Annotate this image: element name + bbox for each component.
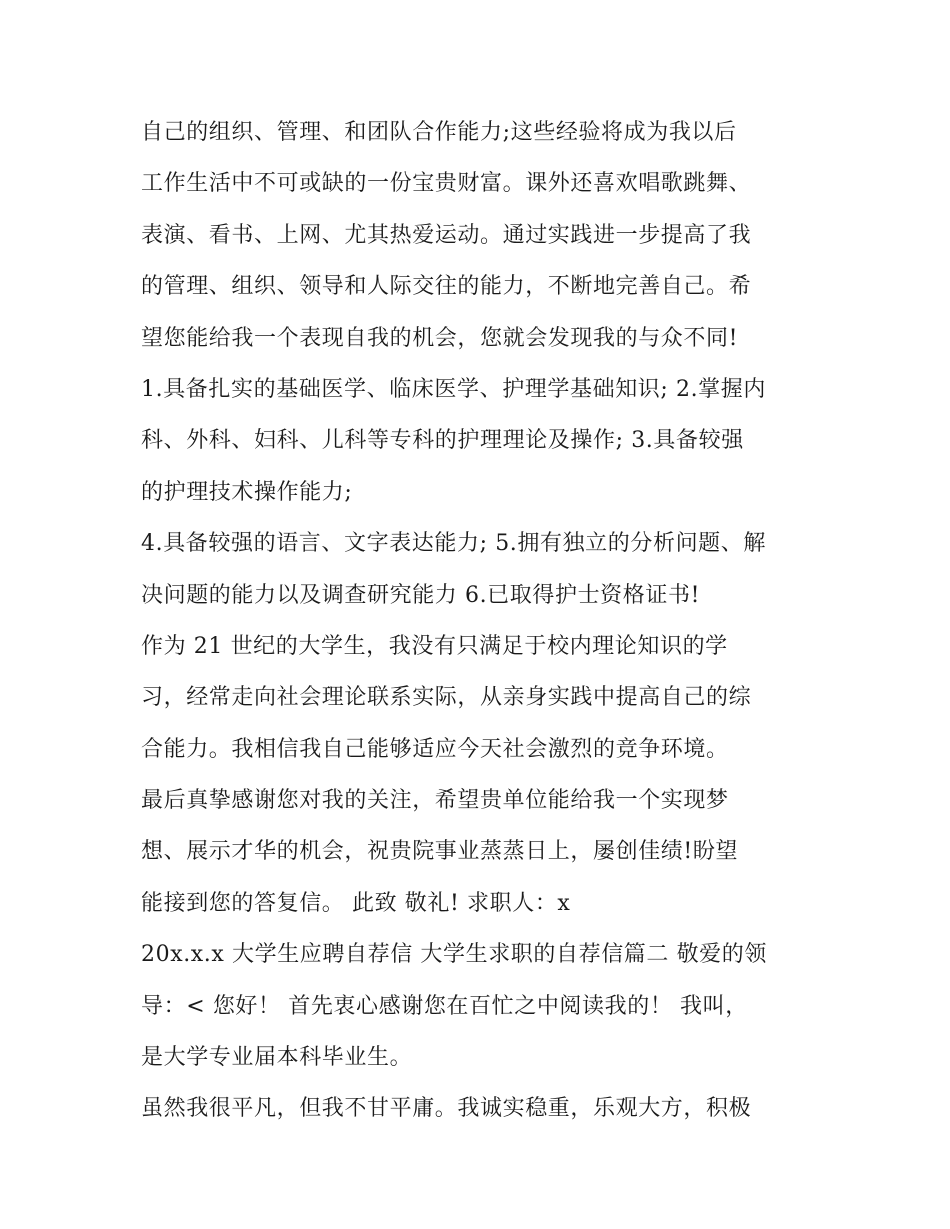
- text-line: 20x.x.x 大学生应聘自荐信 大学生求职的自荐信篇二 敬爱的领: [141, 942, 767, 968]
- text-line: 望您能给我一个表现自我的机会，您就会发现我的与众不同!: [141, 325, 739, 351]
- text-line: 的管理、组织、领导和人际交往的能力，不断地完善自己。希: [141, 274, 752, 300]
- text-line: 的护理技术操作能力;: [141, 479, 353, 505]
- text-line: 表演、看书、上网、尤其热爱运动。通过实践进一步提高了我: [141, 222, 752, 248]
- text-line: 导：< 您好！ 首先衷心感谢您在百忙之中阅读我的！ 我叫，: [141, 993, 748, 1019]
- text-line: 自己的组织、管理、和团队合作能力;这些经验将成为我以后: [141, 120, 737, 145]
- text-line: 合能力。我相信我自己能够适应今天社会激烈的竞争环境。: [141, 736, 729, 762]
- text-line: 1.具备扎实的基础医学、临床医学、护理学基础知识; 2.掌握内: [141, 376, 766, 402]
- text-line: 决问题的能力以及调查研究能力 6.已取得护士资格证书!: [141, 582, 701, 608]
- text-line: 工作生活中不可或缺的一份宝贵财富。课外还喜欢唱歌跳舞、: [141, 171, 752, 197]
- document-body: [141, 107, 831, 1135]
- text-line: 想、展示才华的机会，祝贵院事业蒸蒸日上，屡创佳绩!盼望: [141, 839, 739, 865]
- text-line: 4.具备较强的语言、文字表达能力; 5.拥有独立的分析问题、解: [141, 531, 766, 557]
- text-line: 能接到您的答复信。 此致 敬礼! 求职人：x: [141, 890, 571, 916]
- text-line: 科、外科、妇科、儿科等专科的护理理论及操作; 3.具备较强: [141, 428, 744, 454]
- text-line: 是大学专业届本科毕业生。: [141, 1045, 413, 1071]
- text-line: 虽然我很平凡，但我不甘平庸。我诚实稳重，乐观大方，积极: [141, 1096, 752, 1122]
- text-line: 最后真挚感谢您对我的关注，希望贵单位能给我一个实现梦: [141, 788, 729, 814]
- text-line: 作为 21 世纪的大学生，我没有只满足于校内理论知识的学: [141, 633, 728, 659]
- text-line: 习，经常走向社会理论联系实际，从亲身实践中提高自己的综: [141, 685, 752, 711]
